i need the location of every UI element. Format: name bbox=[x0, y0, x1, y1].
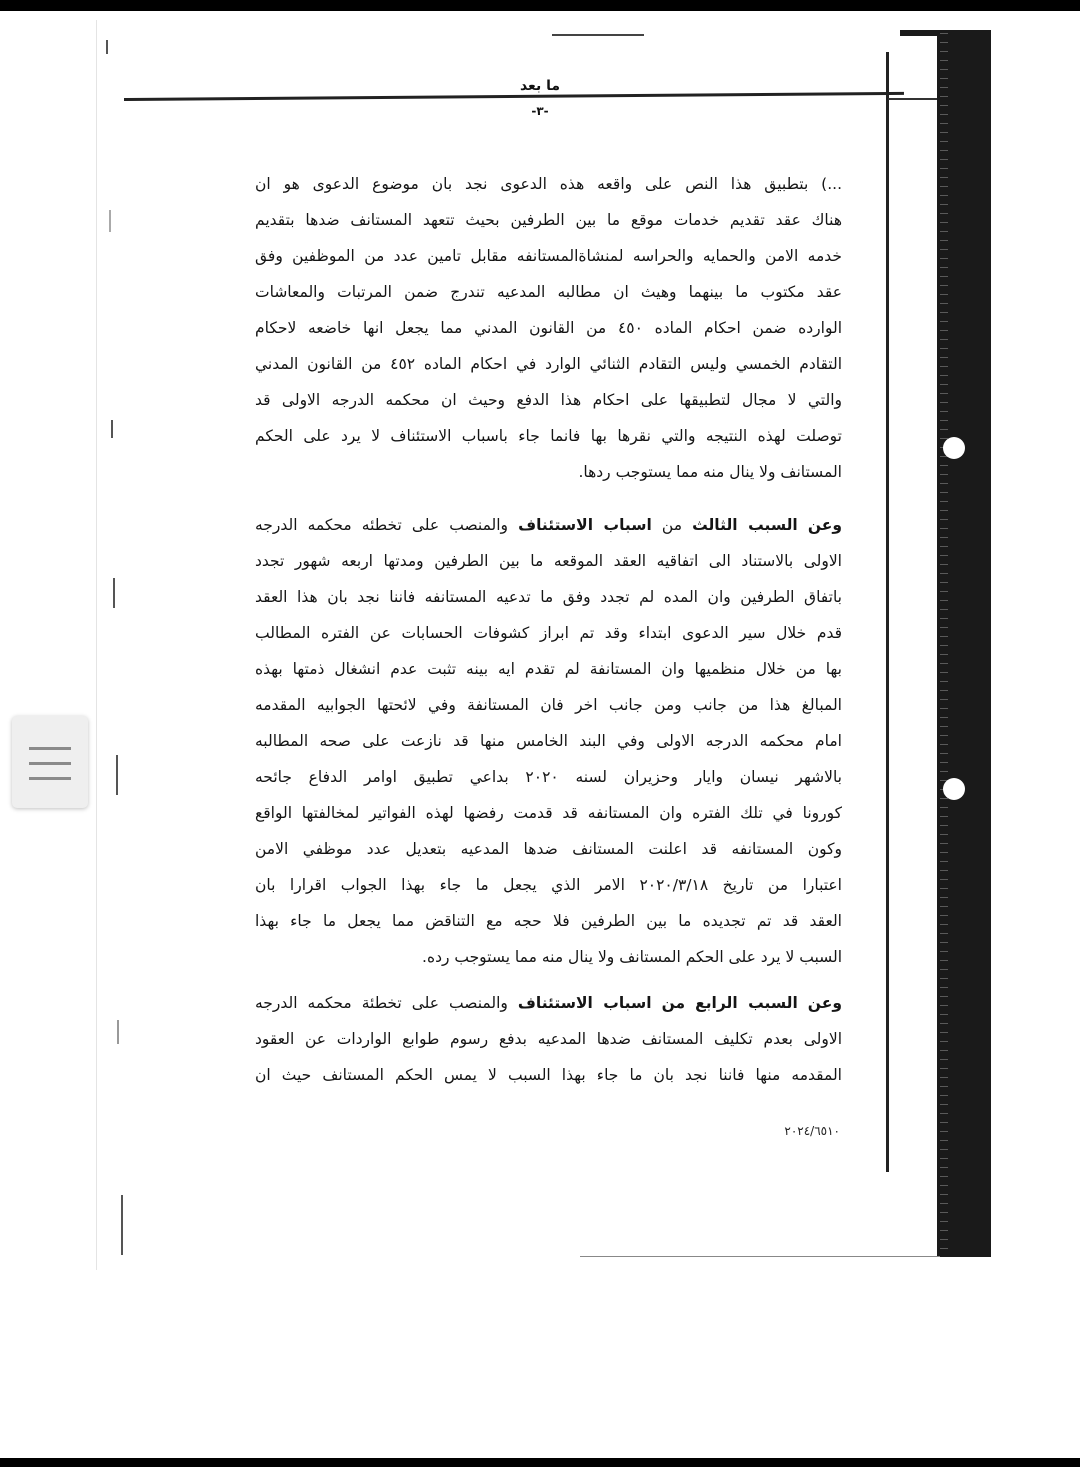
case-reference-number: ٢٠٢٤/٦٥١٠ bbox=[784, 1124, 840, 1138]
margin-mark bbox=[117, 1020, 119, 1044]
paragraph-lead-line bbox=[255, 985, 842, 1021]
reason-category: اسباب الاستئناف bbox=[517, 994, 652, 1012]
text-line: توصلت لهذه النتيجه والتي نقرها بها فانما جاء باسباب الاستئناف لا يرد على الحكم bbox=[255, 427, 842, 445]
header-rule-extension bbox=[888, 98, 938, 100]
viewer-menu-button[interactable] bbox=[12, 716, 88, 808]
text-line: اعتبارا من تاريخ ٢٠٢٠/٣/١٨ الامر الذي يجعل ما جاء بهذا الجواب اقرارا بان bbox=[255, 876, 842, 894]
lead-word: وعن bbox=[807, 516, 842, 534]
text-line: بالاشهر نيسان وايار وحزيران لسنه ٢٠٢٠ بداعي تطبيق اوامر الدفاع جائحه bbox=[255, 768, 842, 786]
paragraph-lead-line bbox=[255, 507, 842, 543]
text-line: قدم خلال سير الدعوى ابتداء وقد تم ابراز كشوفات الحسابات عن الفتره المطالب bbox=[255, 624, 842, 642]
lead-word: وعن bbox=[807, 994, 842, 1012]
text-line: الاولى بالاستناد الى اتفاقيه العقد الموقعه ما بين الطرفين ومدتها اربعه شهور تجدد bbox=[255, 552, 842, 570]
margin-mark bbox=[113, 578, 115, 608]
top-status-bar bbox=[0, 0, 1080, 11]
punch-hole bbox=[943, 778, 965, 800]
lead-rest: والمنصب على تخطئه محكمه الدرجه bbox=[255, 516, 509, 534]
text-line: وكون المستانفه قد اعلنت المستانف ضدها المدعيه بتعديل عدد موظفي الامن bbox=[255, 840, 842, 858]
text-line: كورونا في تلك الفتره وان المستانفه قد قدمت رفضها لهذه الفواتير لمخالفتها الواقع bbox=[255, 804, 842, 822]
margin-mark bbox=[111, 420, 113, 438]
text-line: التقادم الخمسي وليس التقادم الثنائي الوارد في احكام الماده ٤٥٢ من القانون المدني bbox=[255, 355, 843, 373]
bottom-nav-bar bbox=[0, 1458, 1080, 1467]
margin-mark bbox=[106, 40, 108, 54]
document-body bbox=[255, 166, 842, 1093]
text-line: العقد قد تم تجديده ما بين الطرفين فلا حجه مع التناقض مما يجعل ما جاء بهذا bbox=[255, 912, 842, 930]
lead-rest: والمنصب على تخطئة محكمه الدرجه bbox=[255, 994, 508, 1012]
margin-mark bbox=[121, 1195, 123, 1255]
text-line: والتي لا مجال لتطبيقها على احكام هذا الدفع وحيث ان محكمه الدرجه الاولى قد bbox=[255, 391, 842, 409]
text-line: عقد مكتوب ما بينهما وهيث ان مطالبه المدعيه تندرج ضمن المرتبات والمعاشات bbox=[255, 283, 842, 301]
scan-shadow-cap bbox=[900, 30, 940, 36]
scan-shadow-texture bbox=[940, 30, 948, 1257]
lead-connector: من bbox=[661, 516, 682, 534]
text-line: الاولى بعدم تكليف المستانف ضدها المدعيه بدفع رسوم طوابع الواردات عن العقود bbox=[255, 1030, 842, 1048]
text-line: ...) بتطبيق هذا النص على واقعه هذه الدعوى نجد بان موضوع الدعوى هو ان bbox=[255, 175, 842, 193]
margin-mark bbox=[109, 210, 111, 232]
text-line: المستانف ولا ينال منه مما يستوجب ردها. bbox=[578, 463, 842, 481]
top-rule bbox=[552, 34, 644, 36]
page-number: -٣- bbox=[531, 104, 549, 118]
text-line: المقدمه منها فاننا نجد بان ما جاء بهذا السبب لا يمس الحكم المستانف حيث ان bbox=[255, 1066, 842, 1084]
reason-category: اسباب الاستئناف bbox=[518, 516, 652, 534]
text-line: الوارده ضمن احكام الماده ٤٥٠ من القانون المدني مما يجعل انها خاضعه لاحكام bbox=[255, 319, 842, 337]
header-title: ما بعد bbox=[519, 78, 561, 94]
text-line: باتفاق الطرفين وان المده لم تجدد وفق ما تدعيه المستانفه فاننا نجد بان هذا العقد bbox=[255, 588, 842, 606]
text-line: بها من خلال منظميها وان المستانفة لم تقدم ايه بينه تثبت عدم انشغال ذمتها بهذه bbox=[255, 660, 842, 678]
paragraph-3 bbox=[255, 985, 842, 1093]
paragraph-2 bbox=[255, 507, 842, 975]
reason-title: السبب الرابع bbox=[695, 994, 798, 1012]
punch-hole bbox=[943, 437, 965, 459]
bottom-rule bbox=[580, 1256, 940, 1257]
text-line: المبالغ هذا من جانب ومن جانب اخر فان المستانفة وفي لائحتها الجوابيه المقدمه bbox=[255, 696, 842, 714]
text-line: خدمه الامن والحمايه والحراسه لمنشاةالمستانفه مقابل تامين عدد من الموظفين وفق bbox=[255, 247, 842, 265]
margin-mark bbox=[116, 755, 118, 795]
lead-connector: من bbox=[661, 994, 686, 1012]
page-edge bbox=[96, 20, 97, 1270]
text-line: امام محكمه الدرجه الاولى وفي البند الخامس منها قد نازعت على صحه المطالبه bbox=[255, 732, 842, 750]
text-line: هناك عقد تقديم خدمات موقع ما بين الطرفين بحيث تتعهد المستانف ضدها بتقديم bbox=[255, 211, 842, 229]
text-line: السبب لا يرد على الحكم المستانف ولا ينال منه مما يستوجب رده. bbox=[422, 948, 842, 966]
reason-title: السبب الثالث bbox=[692, 516, 798, 534]
paragraph-1 bbox=[255, 166, 842, 490]
margin-rule bbox=[886, 52, 889, 1172]
